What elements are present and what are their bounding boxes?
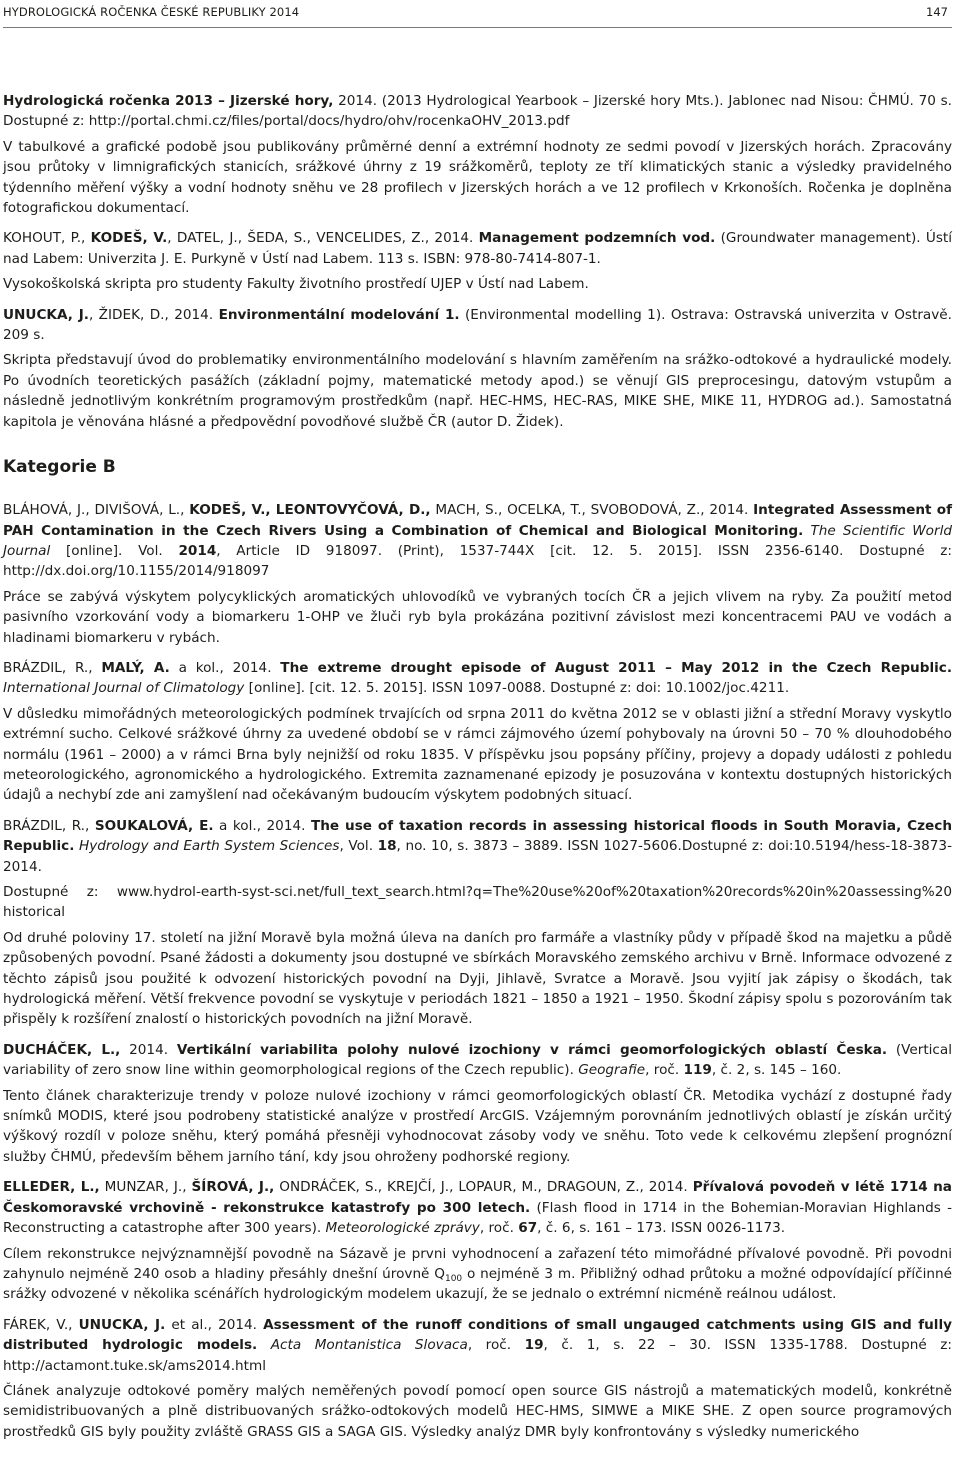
text-run: 100 [444, 1273, 463, 1284]
citation-text [3, 816, 952, 877]
annotation-text [3, 1381, 952, 1442]
text-run: International Journal of Climatology [3, 680, 245, 697]
text-run: BLÁHOVÁ, J., DIVIŠOVÁ, L., [3, 502, 190, 519]
section-heading: Kategorie B [3, 457, 116, 478]
header-rule [3, 27, 952, 28]
text-run: , DATEL, J., ŠEDA, S., VENCELIDES, Z., 2014. [167, 230, 479, 247]
citation-text [3, 305, 952, 346]
text-run: V důsledku mimořádných meteorologických podmínek trvajících od srpna 2011 do května 2012 se v oblasti jižní a střední Moravy vyskytlo extrémní sucho. Celkové srážkové úhrny za uvedené období se v rámci zájmového území pohybovaly na úrovni 50 – 70 % dlouhodobého normálu (1961 – 2000) a v rámci Brna byly nejnižší od roku 1835. V příspěvku jsou popsány příčiny, projevy a dopady události z pohledu meteorologického, agronomického a hydrologického. Extremita zaznamenané epizody je posuzována v kontextu dostupných historických údajů a nechybí zde ani zamyšlení nad očekávaným budoucím výskytem podobných situací. [3, 705, 952, 804]
bibliography-entry [3, 1177, 952, 1304]
bibliography-entry [3, 228, 952, 294]
text-run: The extreme drought episode of August 2011 – May 2012 in the Czech Republic. [280, 659, 952, 676]
text-run: ONDRÁČEK, S., KREJČÍ, J., LOPAUR, M., DRAGOUN, Z., 2014. [274, 1179, 693, 1196]
annotation-text [3, 704, 952, 806]
citation-text [3, 1177, 952, 1238]
page-number: 147 [926, 5, 948, 19]
running-title: HYDROLOGICKÁ ROČENKA ČESKÉ REPUBLIKY 2014 [3, 5, 300, 19]
text-run: , č. 6, s. 161 – 173. ISSN 0026-1173. [537, 1220, 786, 1237]
text-run: a kol., 2014. [169, 659, 281, 676]
citation-text [3, 1040, 952, 1081]
annotation-text [3, 882, 952, 923]
citation-text [3, 1315, 952, 1376]
text-run: (Vertical variability of zero snow line within geomorphological regions of the Czech republic). [3, 1041, 953, 1079]
text-run: Hydrology and Earth System Sciences [78, 838, 340, 855]
text-run: [online]. [cit. 12. 5. 2015]. ISSN 1097-0088. Dostupné z: doi: 10.1002/joc.4211. [244, 680, 790, 697]
text-run: a kol., 2014. [213, 817, 311, 834]
bibliography-entry [3, 1315, 952, 1442]
bibliography-entry [3, 816, 952, 1030]
text-run: , roč. [645, 1062, 684, 1079]
text-run: et al., 2014. [165, 1316, 264, 1333]
annotation-text [3, 137, 952, 219]
text-run: o nejméně 3 m. Přibližný odhad průtoku a možné odpovídající příčinné srážky odvozené v několika scénářích hydrologickým modelem ukazují, že se jednalo o extrémní nicméně reálnou událost. [3, 1265, 953, 1303]
text-run: MUNZAR, J., [99, 1179, 192, 1196]
text-run: 2014. (2013 Hydrological Yearbook – Jizerské hory Mts.). Jablonec nad Nisou: ČHMÚ. 70 s. Dostupné z: http://portal.chmi.cz/files/portal/docs/hydro/ohv/rocenkaOHV_2013.pdf [3, 93, 952, 130]
text-run: Management podzemních vod. [478, 230, 716, 247]
text-run: (Environmental modelling 1). Ostrava: Ostravská univerzita v Ostravě. 209 s. [3, 306, 952, 344]
text-run: , Vol. [339, 838, 378, 855]
text-run: , Article ID 918097. (Print), 1537-744X [cit. 12. 5. 2015]. ISSN 2356-6140. Dostupné z: http://dx.doi.org/10.1155/2014/918097 [3, 542, 952, 580]
citation-text [3, 658, 952, 699]
text-run: BRÁZDIL, R., [3, 659, 102, 676]
bibliography-entry [3, 658, 952, 806]
annotation-text [3, 350, 952, 432]
annotation-text [3, 274, 952, 294]
text-run: Cílem rekonstrukce nejvýznamnější povodně na Sázavě je prvni vyhodnocení a zařazení této mimořádné přívalové povodně. Při povodni zahynulo nejméně 240 osob a hladiny přesáhly dnešní úrovně Q [3, 1245, 952, 1282]
text-run: , no. 10, s. 3873 – 3889. ISSN 1027-5606.Dostupné z: doi:10.5194/hess-18-3873-2014. [3, 838, 952, 875]
text-run: The Scientific World Journal [3, 522, 952, 559]
text-run: , č. 2, s. 145 – 160. [711, 1062, 842, 1079]
text-run: ELLEDER, L., [3, 1179, 100, 1196]
text-run: KODEŠ, V., LEONTOVYČOVÁ, D., [189, 502, 431, 519]
text-run: ŠÍROVÁ, J., [191, 1179, 275, 1196]
text-run: Vertikální variabilita polohy nulové izochiony v rámci geomorfologických oblastí Česka. [176, 1041, 888, 1058]
annotation-text [3, 587, 952, 648]
text-run: Tento článek charakterizuje trendy v poloze nulové izochiony v rámci geomorfologických oblastí ČR. Metodika vychází z dostupné řady snímků MODIS, které jsou podrobeny statistické analýze v prostředí ArcGIS. Vzájemným porovnáním jednotlivých oblastí je získán určitý výškový rozdíl v poloze sněhu, který pomáhá přesněji vyhodnocovat zásoby vody ve sněhu. Toto vede k celkovému zlepšení prognózní služby ČHMÚ, především během jarního tání, kdy jsou ohroženy podhorské regiony. [3, 1087, 952, 1165]
text-run: FÁREK, V., [3, 1316, 79, 1333]
citation-text [3, 228, 952, 269]
text-run: , roč. [467, 1337, 525, 1354]
text-run: UNUCKA, J. [3, 306, 89, 323]
text-run [257, 1337, 271, 1353]
citation-text [3, 500, 952, 582]
text-run: MALÝ, A. [101, 659, 170, 676]
text-run: MACH, S., OCELKA, T., SVOBODOVÁ, Z., 2014. [430, 502, 754, 519]
annotation-text [3, 1244, 952, 1305]
text-run: Vysokoškolská skripta pro studenty Fakulty životního prostředí UJEP v Ústí nad Labem. [3, 276, 589, 293]
text-run: (Flash flood in 1714 in the Bohemian-Moravian Highlands - Reconstructing a catastrophe after 300 years). [3, 1199, 952, 1237]
text-run: , roč. [479, 1220, 519, 1237]
text-run: Článek analyzuje odtokové poměry malých neměřených povodí pomocí open source GIS nástrojů a matematických modelů, konkrétně semidistribuovaných a plně distribuovaných srážko-odtokových modelů HEC-HMS, SIMWE a MIKE SHE. Z open source programových prostředků GIS byly použity zvláště GRASS GIS a SAGA GIS. Výsledky analýz DMR byly konfrontovány s výsledky numerického [3, 1382, 952, 1440]
text-run: KODEŠ, V. [90, 230, 168, 247]
text-run: Meteorologické zprávy [325, 1220, 480, 1237]
text-run: 19 [524, 1337, 544, 1354]
text-run: Práce se zabývá výskytem polycyklických aromatických uhlovodíků ve vybraných tocích ČR a jejich vlivem na ryby. Za použití metod pasivního vzorkování vody a biomarkeru 1-OHP ve žluči ryb byla prokázána pozitivní závislost mezi koncentracemi PAU ve vodách a hladinami biomarkeru v rybách. [3, 588, 952, 646]
bibliography-entry [3, 305, 952, 432]
bibliography-entry [3, 91, 952, 218]
text-run: , ŽIDEK, D., 2014. [88, 306, 219, 323]
text-run: Assessment of the runoff conditions of small ungauged catchments using GIS and fully distributed hydrologic models. [3, 1316, 952, 1354]
text-run: 67 [518, 1220, 538, 1237]
annotation-text [3, 928, 952, 1030]
text-run: Geografie [578, 1062, 646, 1079]
text-run: KOHOUT, P., [3, 230, 91, 247]
text-run: , č. 1, s. 22 – 30. ISSN 1335-1788. Dostupné z: http://actamont.tuke.sk/ams2014.html [3, 1337, 952, 1374]
text-run: [online]. Vol. [50, 542, 179, 559]
annotation-text [3, 1086, 952, 1168]
text-run: Dostupné z: www.hydrol-earth-syst-sci.net/full_text_search.html?q=The%20use%20of%20taxation%20records%20in%20assessing%20 historical [3, 884, 952, 921]
text-run: (Groundwater management). Ústí nad Labem: Univerzita J. E. Purkyně v Ústí nad Labem. 113 s. ISBN: 978-80-7414-807-1. [3, 230, 953, 267]
bibliography-list [3, 91, 952, 1442]
text-run: 2014 [178, 542, 217, 559]
text-run: DUCHÁČEK, L., [3, 1041, 121, 1058]
text-run: BRÁZDIL, R., [3, 817, 95, 834]
text-run: SOUKALOVÁ, E. [94, 817, 214, 834]
text-run: 18 [377, 838, 397, 855]
text-run: Environmentální modelování 1. [218, 306, 460, 323]
text-run: Acta Montanistica Slovaca [270, 1337, 468, 1354]
bibliography-entry [3, 500, 952, 648]
text-run: The use of taxation records in assessing historical floods in South Moravia, Czech Republic. [3, 817, 953, 855]
text-run: Od druhé poloviny 17. století na jižní Moravě byla možná úleva na daních pro farmáře a vlastníky půdy v případě škod na majetku a půdě způsobených povodní. Psané žádosti a dokumenty jsou dostupné ve sbírkách Moravského zemského archivu v Brně. Informace odvozené z těchto zápisů jsou použité k odvození historických povodní na Dyji, Jihlavě, Svratce a Moravě. Jsou vyjití jak zápisy o škodách, tak hydrologická měření. Větší frekvence povodní se vyskytuje v periodách 1821 – 1850 a 1921 – 1950. Škodní zápisy spolu s pozorováním tak přispěly k rozšíření znalostí o historických povodních na jižní Moravě. [3, 929, 952, 1028]
text-run: Skripta představují úvod do problematiky environmentálního modelování s hlavním zaměřením na srážko-odtokové a hydraulické modely. Po úvodních teoretických pasážích (základní pojmy, matematické metody apod.) se věnují GIS preprocesingu, datovým vstupům a následně jednotlivým konkrétním programovým prostředkům (např. HEC-HMS, HEC-RAS, MIKE SHE, MIKE 11, HYDROG ad.). Samostatná kapitola je věnována hlásné a předpovědní povodňové službě ČR (autor D. Židek). [3, 352, 952, 430]
text-run: Integrated Assessment of PAH Contamination in the Czech Rivers Using a Combination of Chemical and Biological Monitoring. [3, 502, 952, 539]
running-header [3, 5, 952, 25]
bibliography-entry [3, 1040, 952, 1167]
text-run: 2014. [120, 1041, 177, 1058]
citation-text [3, 91, 952, 132]
text-run: UNUCKA, J. [78, 1316, 166, 1333]
text-run: Přívalová povodeň v létě 1714 na Českomoravské vrchovině - rekonstrukce katastrofy po 300 letech. [3, 1179, 952, 1216]
text-run: Hydrologická ročenka 2013 – Jizerské hory, [3, 93, 334, 109]
text-run: 119 [683, 1062, 712, 1079]
text-run: V tabulkové a grafické podobě jsou publikovány průměrné denní a extrémní hodnoty ze sedmi povodí v Jizerských horách. Zpracovány jsou průtoky v limnigrafických stanicích, srážkové úhrny z 19 srážkoměrů, teploty ze tří klimatických stanic a výsledky pravidelného týdenního měření výšky a vodní hodnoty sněhu ve 28 profilech v Jizerských horách a ve 12 profilech v Krkonoších. Ročenka je doplněna fotografickou dokumentací. [3, 138, 952, 217]
